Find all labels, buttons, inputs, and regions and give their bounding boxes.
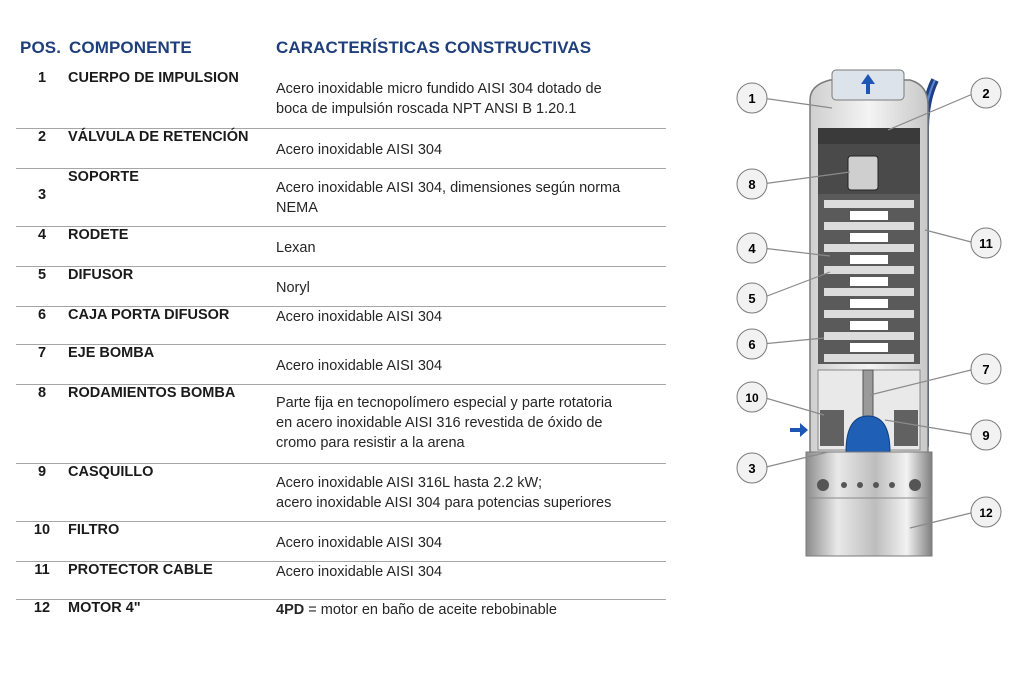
desc-line: acero inoxidable AISI 304 para potencias superiores: [276, 494, 612, 511]
row-description: [276, 463, 666, 521]
desc-bold: 4PD: [276, 601, 305, 618]
callout-1-label: 1: [748, 91, 756, 106]
row-pos: 5: [16, 266, 68, 306]
row-description: [276, 266, 666, 306]
row-description: [276, 70, 666, 128]
row-description: [276, 226, 666, 266]
row-component: RODETE: [68, 226, 276, 266]
row-description: [276, 128, 666, 168]
row-component: MOTOR 4": [68, 599, 141, 616]
row-pos: 1: [16, 70, 68, 128]
header-pos: POS.: [20, 38, 62, 57]
callout-3-label: 3: [748, 461, 756, 476]
callout-10-label: 10: [745, 391, 759, 405]
desc-line: NEMA: [276, 199, 318, 216]
table-row: [16, 70, 666, 128]
row-pos: 8: [16, 384, 68, 463]
table-row: [16, 344, 666, 384]
desc-line: Acero inoxidable AISI 304: [276, 141, 443, 158]
row-pos: 2: [16, 128, 68, 168]
motor: [806, 452, 932, 556]
row-component: CAJA PORTA DIFUSOR: [68, 306, 276, 344]
table-row: [16, 463, 666, 521]
arrow-right-icon: [790, 423, 808, 437]
table-row: [16, 599, 666, 639]
desc-line: boca de impulsión roscada NPT ANSI B 1.20.1: [276, 101, 577, 117]
row-pos: 11: [16, 561, 68, 599]
components-table: [16, 70, 666, 639]
row-component: VÁLVULA DE RETENCIÓN: [68, 128, 276, 168]
row-description: [276, 561, 666, 599]
callout-2-label: 2: [982, 86, 990, 101]
desc-line: Acero inoxidable AISI 304, dimensiones según norma: [276, 179, 621, 196]
row-component: DIFUSOR: [68, 266, 276, 306]
row-description: [276, 306, 666, 344]
table-row: [16, 128, 666, 168]
row-component: EJE BOMBA: [68, 344, 276, 384]
desc-line: Acero inoxidable AISI 304: [276, 563, 443, 580]
callout-12-label: 12: [979, 506, 993, 520]
row-description: [276, 168, 666, 226]
row-component: FILTRO: [68, 521, 276, 561]
desc-rest: = motor en baño de aceite rebobinable: [304, 601, 557, 618]
desc-line: Parte fija en tecnopolímero especial y parte rotatoria: [276, 394, 613, 411]
table-row: [16, 266, 666, 306]
row-component: CUERPO DE IMPULSION: [68, 70, 276, 128]
row-pos: 6: [16, 306, 68, 344]
table-row: [16, 306, 666, 344]
callout-9-label: 9: [982, 428, 990, 443]
row-pos: 9: [16, 463, 68, 521]
impeller-stages: [818, 194, 920, 364]
table-row: [16, 168, 666, 226]
callout-4-label: 4: [748, 241, 756, 256]
pump-bearing: [848, 156, 878, 190]
row-component: CASQUILLO: [68, 463, 276, 521]
callout-6-label: 6: [748, 337, 756, 352]
desc-line: Acero inoxidable micro fundido AISI 304 dotado de: [276, 81, 602, 97]
row-pos: 12: [33, 599, 51, 616]
check-valve: [818, 128, 920, 144]
row-description: [276, 521, 666, 561]
row-description: [276, 384, 666, 463]
callout-11-label: 11: [979, 236, 993, 251]
callout-5-label: 5: [748, 291, 756, 306]
row-pos: 7: [16, 344, 68, 384]
desc-line: Acero inoxidable AISI 304: [276, 357, 443, 374]
desc-line: cromo para resistir a la arena: [276, 434, 465, 451]
desc-line: Acero inoxidable AISI 304: [276, 308, 443, 325]
desc-line: Acero inoxidable AISI 304: [276, 534, 443, 551]
desc-line: en acero inoxidable AISI 316 revestida de óxido de: [276, 414, 603, 431]
desc-line: Noryl: [276, 279, 310, 296]
row-description: [276, 344, 666, 384]
header-characteristics: CARACTERÍSTICAS CONSTRUCTIVAS: [276, 38, 592, 57]
desc-line: Acero inoxidable AISI 316L hasta 2.2 kW;: [276, 474, 542, 491]
callout-7-label: 7: [982, 362, 990, 377]
row-component: SOPORTE: [68, 168, 276, 226]
pump-cutaway-diagram: [720, 60, 1020, 560]
row-description: [276, 599, 666, 639]
table-row: [16, 521, 666, 561]
table-row: [16, 561, 666, 599]
row-component: RODAMIENTOS BOMBA: [68, 384, 276, 463]
table-row: [16, 384, 666, 463]
row-pos: 3: [16, 168, 68, 226]
desc-line: Lexan: [276, 239, 316, 256]
row-component: PROTECTOR CABLE: [68, 561, 276, 599]
callout-8-label: 8: [748, 177, 756, 192]
row-pos: 4: [16, 226, 68, 266]
header-component: COMPONENTE: [69, 38, 192, 57]
table-row: [16, 226, 666, 266]
row-pos: 10: [16, 521, 68, 561]
